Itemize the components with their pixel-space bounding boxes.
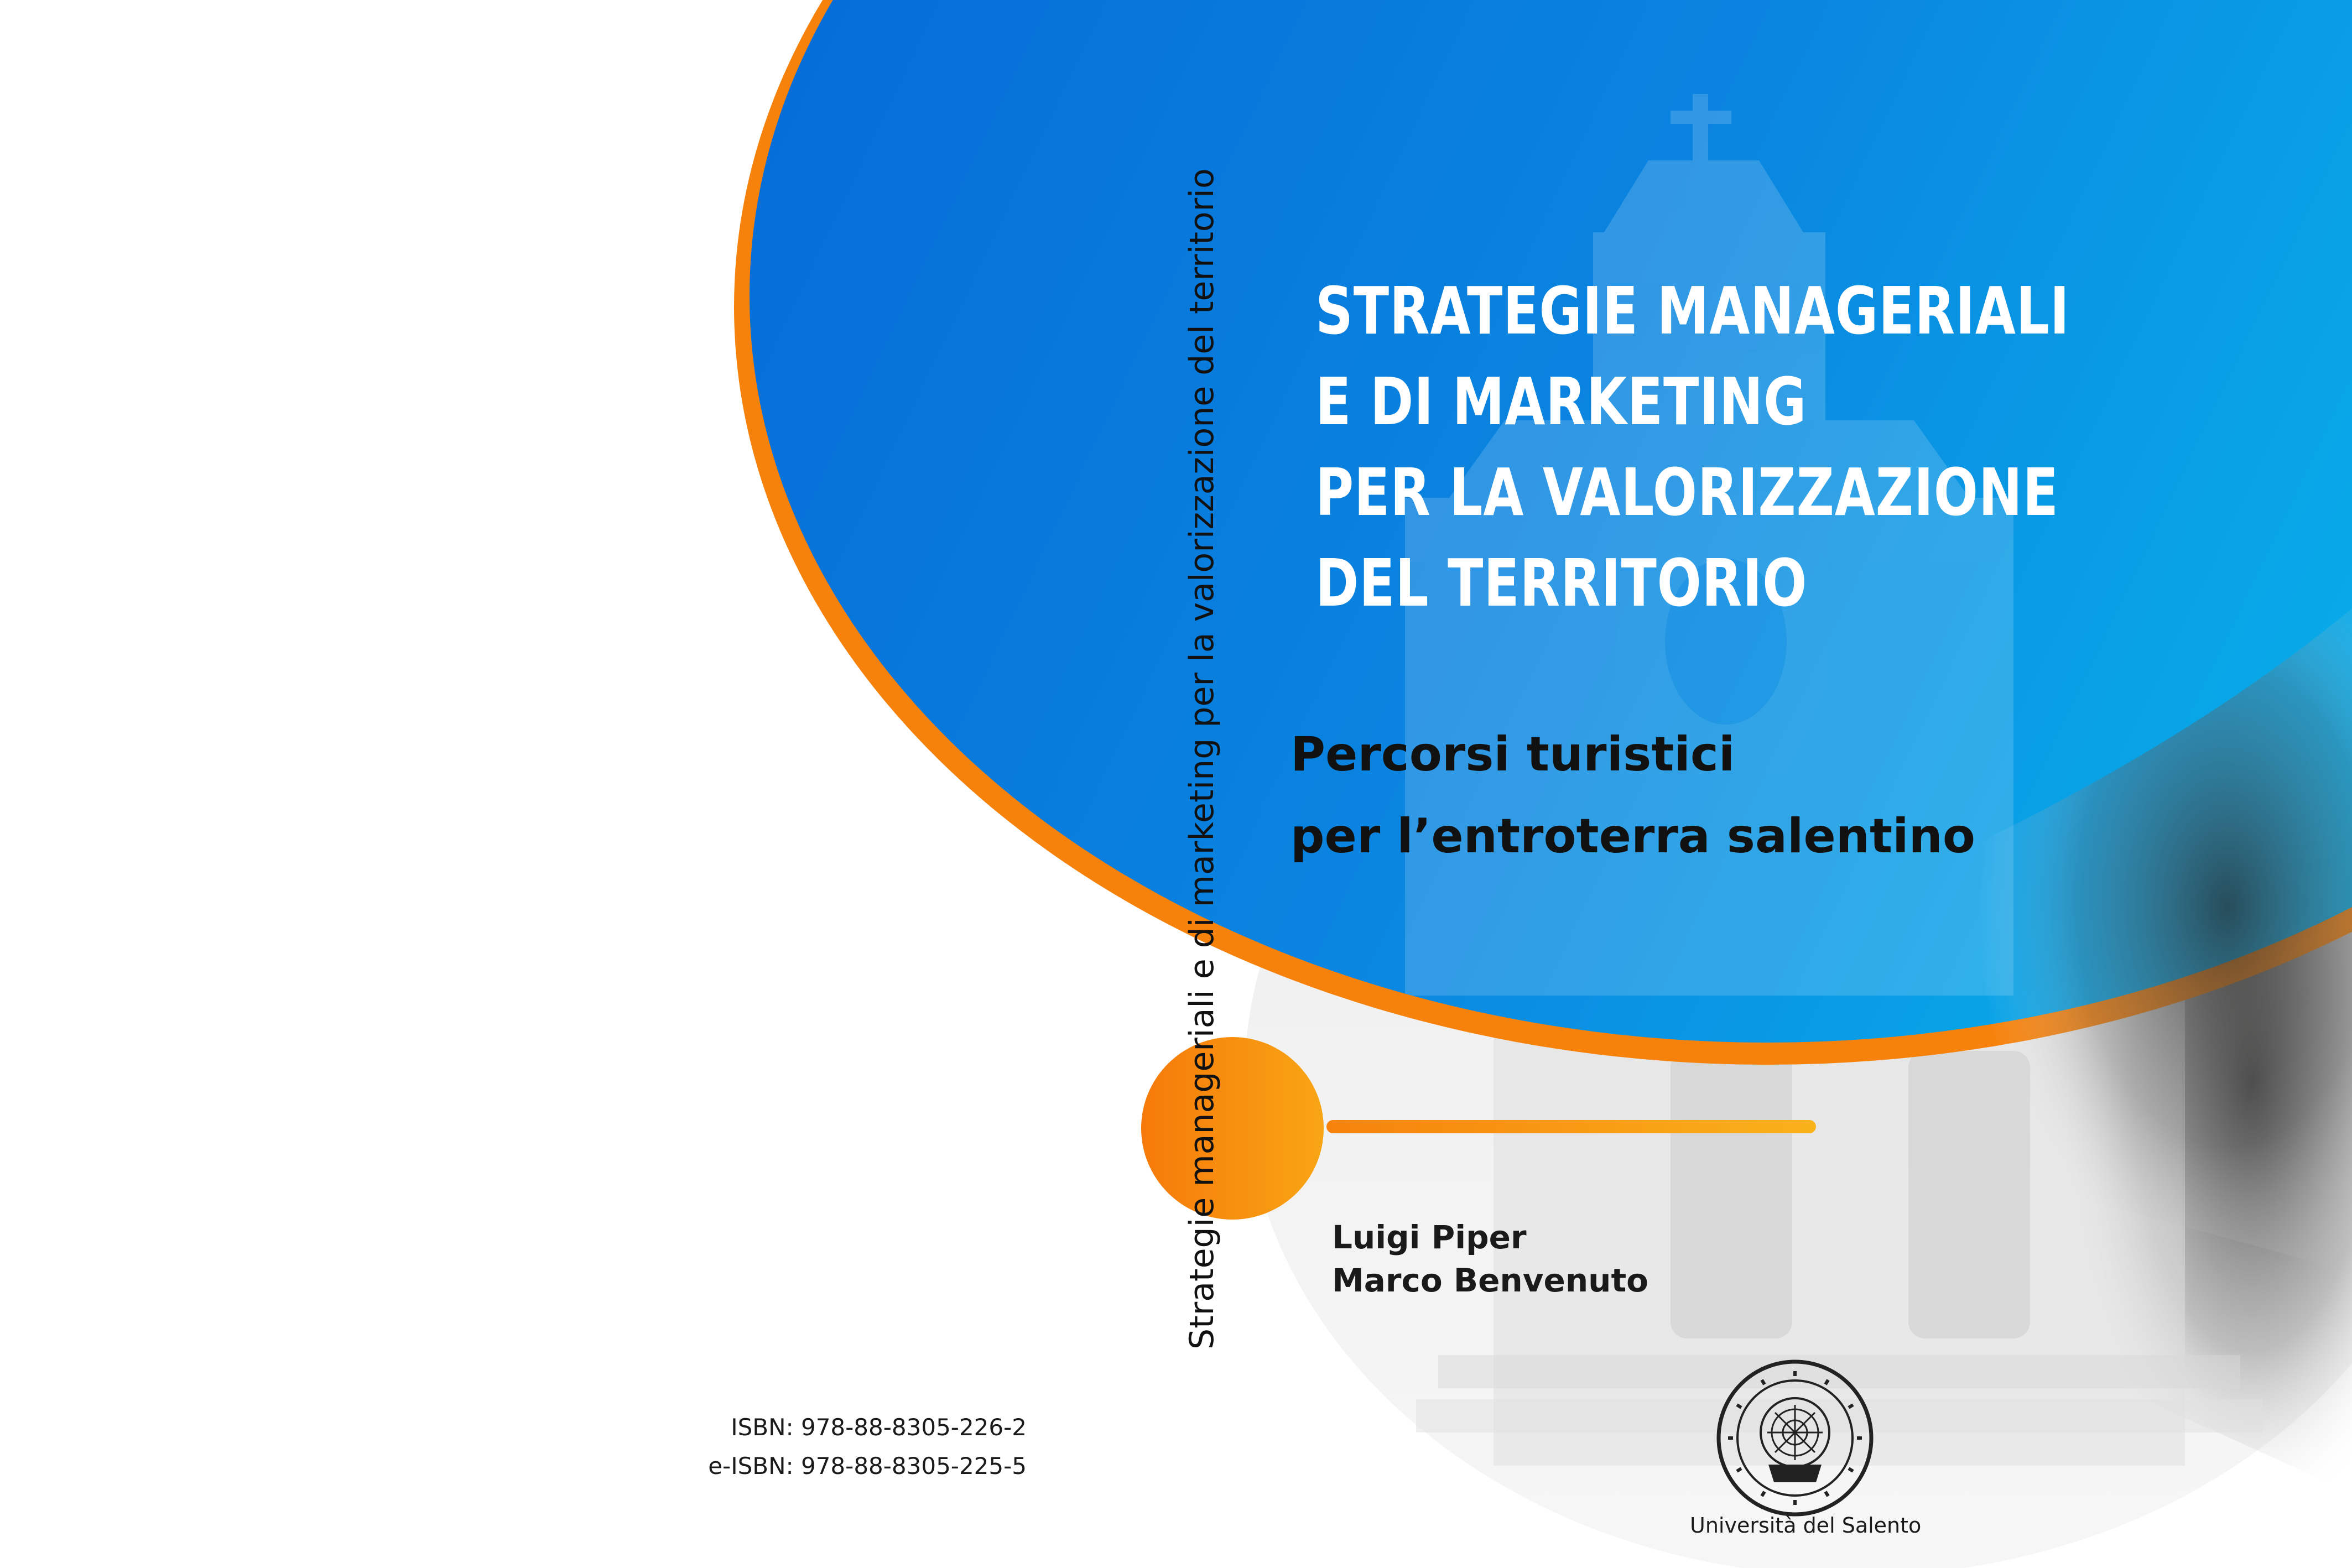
orange-divider-line xyxy=(1326,1120,1816,1133)
title-line: E DI MARKETING xyxy=(1315,363,1807,440)
author-name: Marco Benvenuto xyxy=(1332,1262,1649,1299)
isbn-block xyxy=(708,1408,1027,1486)
book-subtitle xyxy=(1291,713,1975,877)
spine-text: Strategie manageriali e di marketing per la valorizzazione del territorio xyxy=(1183,168,1221,1350)
university-name: Università del Salento xyxy=(1690,1513,1922,1538)
title-line: STRATEGIE MANAGERIALI xyxy=(1315,273,2070,349)
author-name: Luigi Piper xyxy=(1332,1218,1527,1256)
isbn: ISBN: 978-88-8305-226-2 xyxy=(731,1414,1027,1441)
e-isbn: e-ISBN: 978-88-8305-225-5 xyxy=(708,1452,1027,1480)
title-line: PER LA VALORIZZAZIONE xyxy=(1315,454,2059,530)
title-line: DEL TERRITORIO xyxy=(1315,545,1808,621)
subtitle-line: per l’entroterra salentino xyxy=(1291,809,1975,864)
subtitle-line: Percorsi turistici xyxy=(1291,727,1735,782)
orange-circle xyxy=(1141,1037,1324,1220)
authors xyxy=(1332,1216,1648,1302)
book-title xyxy=(1315,265,2070,628)
